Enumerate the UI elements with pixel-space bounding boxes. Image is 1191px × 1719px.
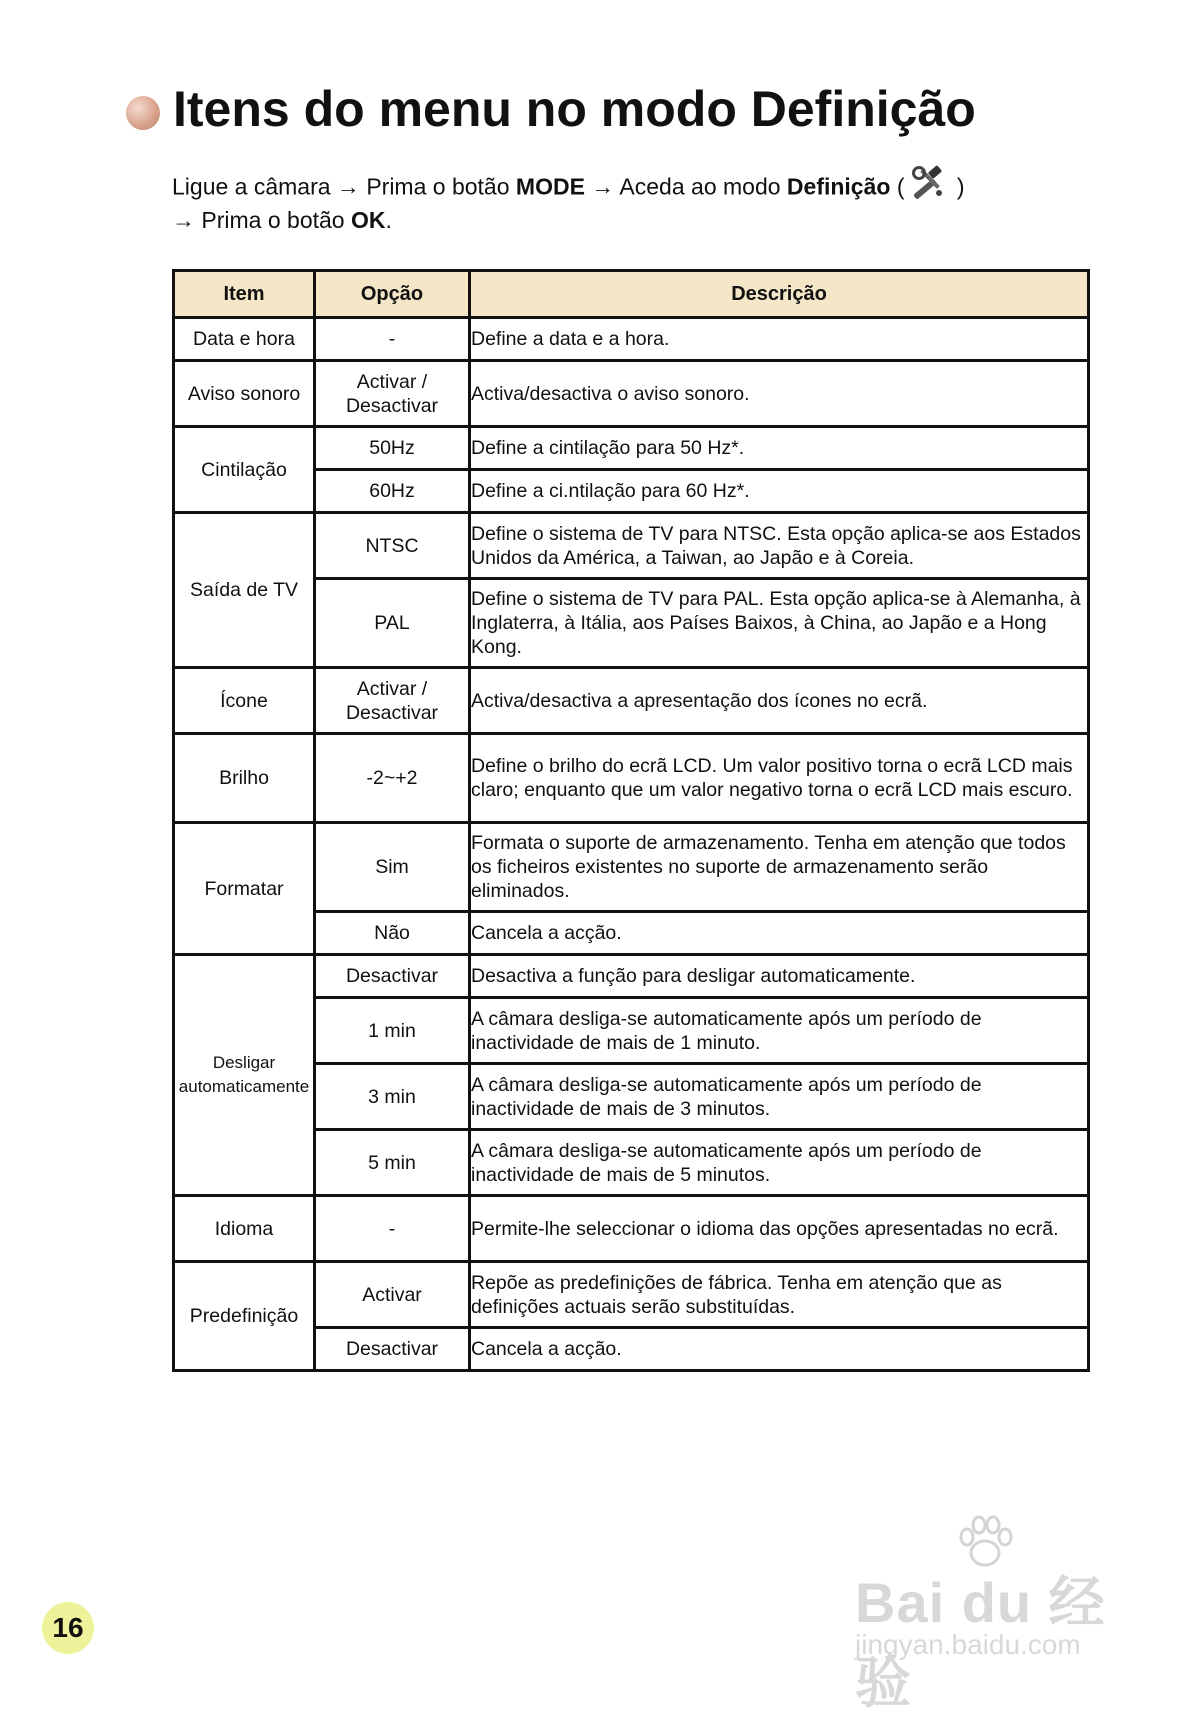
table-row xyxy=(174,823,1089,912)
mode-button-label: MODE xyxy=(515,173,585,200)
item-cell: Idioma xyxy=(174,1196,315,1262)
table-row xyxy=(174,1196,1089,1262)
description-cell: A câmara desliga-se automaticamente após um período de inactividade de mais de 3 minutos. xyxy=(470,1064,1089,1130)
description-cell: Permite-lhe seleccionar o idioma das opções apresentadas no ecrã. xyxy=(470,1196,1089,1262)
option-cell: NTSC xyxy=(315,513,470,579)
item-cell: Data e hora xyxy=(174,318,315,361)
option-cell: - xyxy=(315,318,470,361)
header-option: Opção xyxy=(315,271,470,318)
description-cell: Define a ci.ntilação para 60 Hz*. xyxy=(470,470,1089,513)
description-cell: Define a cintilação para 50 Hz*. xyxy=(470,427,1089,470)
table-row xyxy=(174,734,1089,823)
description-cell: Define o brilho do ecrã LCD. Um valor positivo torna o ecrã LCD mais claro; enquanto que um valor negativo torna o ecrã LCD mais escuro. xyxy=(470,734,1089,823)
option-cell: -2~+2 xyxy=(315,734,470,823)
intro-line-1 xyxy=(172,171,965,206)
option-cell: 50Hz xyxy=(315,427,470,470)
page-number-badge: 16 xyxy=(42,1602,94,1654)
table-row xyxy=(174,361,1089,427)
description-cell: Formata o suporte de armazenamento. Tenha em atenção que todos os ficheiros existentes no suporte de armazenamento serão eliminados. xyxy=(470,823,1089,912)
item-cell: Saída de TV xyxy=(174,513,315,668)
description-cell: A câmara desliga-se automaticamente após um período de inactividade de mais de 1 minuto. xyxy=(470,998,1089,1064)
item-cell: Formatar xyxy=(174,823,315,955)
table-row xyxy=(174,513,1089,579)
option-cell: Desactivar xyxy=(315,955,470,998)
intro-text: . xyxy=(385,207,392,233)
intro-line-2 xyxy=(172,206,965,235)
description-cell: Desactiva a função para desligar automaticamente. xyxy=(470,955,1089,998)
header-description: Descrição xyxy=(470,271,1089,318)
description-cell: Activa/desactiva a apresentação dos ícones no ecrã. xyxy=(470,668,1089,734)
option-cell: 1 min xyxy=(315,998,470,1064)
description-cell: Repõe as predefinições de fábrica. Tenha em atenção que as definições actuais serão substituídas. xyxy=(470,1262,1089,1328)
item-cell: Desligar automaticamente xyxy=(174,955,315,1196)
item-cell: Ícone xyxy=(174,668,315,734)
table-header-row xyxy=(174,271,1089,318)
description-cell: Define o sistema de TV para PAL. Esta opção aplica-se à Alemanha, à Inglaterra, à Itália, aos Países Baixos, à China, ao Japão e a Hong Kong. xyxy=(470,579,1089,668)
item-cell: Predefinição xyxy=(174,1262,315,1371)
watermark-url: jingyan.baidu.com xyxy=(855,1629,1081,1660)
option-cell: Sim xyxy=(315,823,470,912)
option-cell: 3 min xyxy=(315,1064,470,1130)
description-cell: Cancela a acção. xyxy=(470,912,1089,955)
option-cell: PAL xyxy=(315,579,470,668)
description-cell: Cancela a acção. xyxy=(470,1328,1089,1371)
intro-instructions xyxy=(172,171,965,235)
table-row xyxy=(174,955,1089,998)
item-cell: Cintilação xyxy=(174,427,315,513)
option-cell: Não xyxy=(315,912,470,955)
description-cell: Define o sistema de TV para NTSC. Esta opção aplica-se aos Estados Unidos da América, a Taiwan, ao Japão e à Coreia. xyxy=(470,513,1089,579)
setup-mode-label: Definição xyxy=(786,173,891,200)
item-cell: Aviso sonoro xyxy=(174,361,315,427)
title-bullet xyxy=(126,96,160,130)
ok-button-label: OK xyxy=(350,207,386,233)
option-cell: 60Hz xyxy=(315,470,470,513)
option-cell: Activar / Desactivar xyxy=(315,361,470,427)
header-item: Item xyxy=(174,271,315,318)
table-row xyxy=(174,318,1089,361)
page-title: Itens do menu no modo Definição xyxy=(173,81,976,137)
description-cell: Activa/desactiva o aviso sonoro. xyxy=(470,361,1089,427)
option-cell: Activar xyxy=(315,1262,470,1328)
option-cell: Desactivar xyxy=(315,1328,470,1371)
item-cell: Brilho xyxy=(174,734,315,823)
setup-menu-table xyxy=(172,269,1090,1372)
description-cell: A câmara desliga-se automaticamente após um período de inactividade de mais de 5 minutos. xyxy=(470,1130,1089,1196)
watermark-brand: Bai du 经验 xyxy=(855,1571,1106,1714)
setup-tools-icon xyxy=(909,165,947,206)
table-row xyxy=(174,668,1089,734)
table-row xyxy=(174,1262,1089,1328)
intro-text: → Aceda ao modo xyxy=(584,173,787,200)
option-cell: 5 min xyxy=(315,1130,470,1196)
baidu-watermark xyxy=(855,1515,1135,1714)
table-row xyxy=(174,427,1089,470)
intro-text: → Prima o botão xyxy=(172,207,351,233)
description-cell: Define a data e a hora. xyxy=(470,318,1089,361)
option-cell: Activar / Desactivar xyxy=(315,668,470,734)
option-cell: - xyxy=(315,1196,470,1262)
intro-text: Ligue a câmara → Prima o botão xyxy=(172,173,516,200)
intro-text: ) xyxy=(950,173,965,200)
intro-text: ( xyxy=(890,173,905,200)
